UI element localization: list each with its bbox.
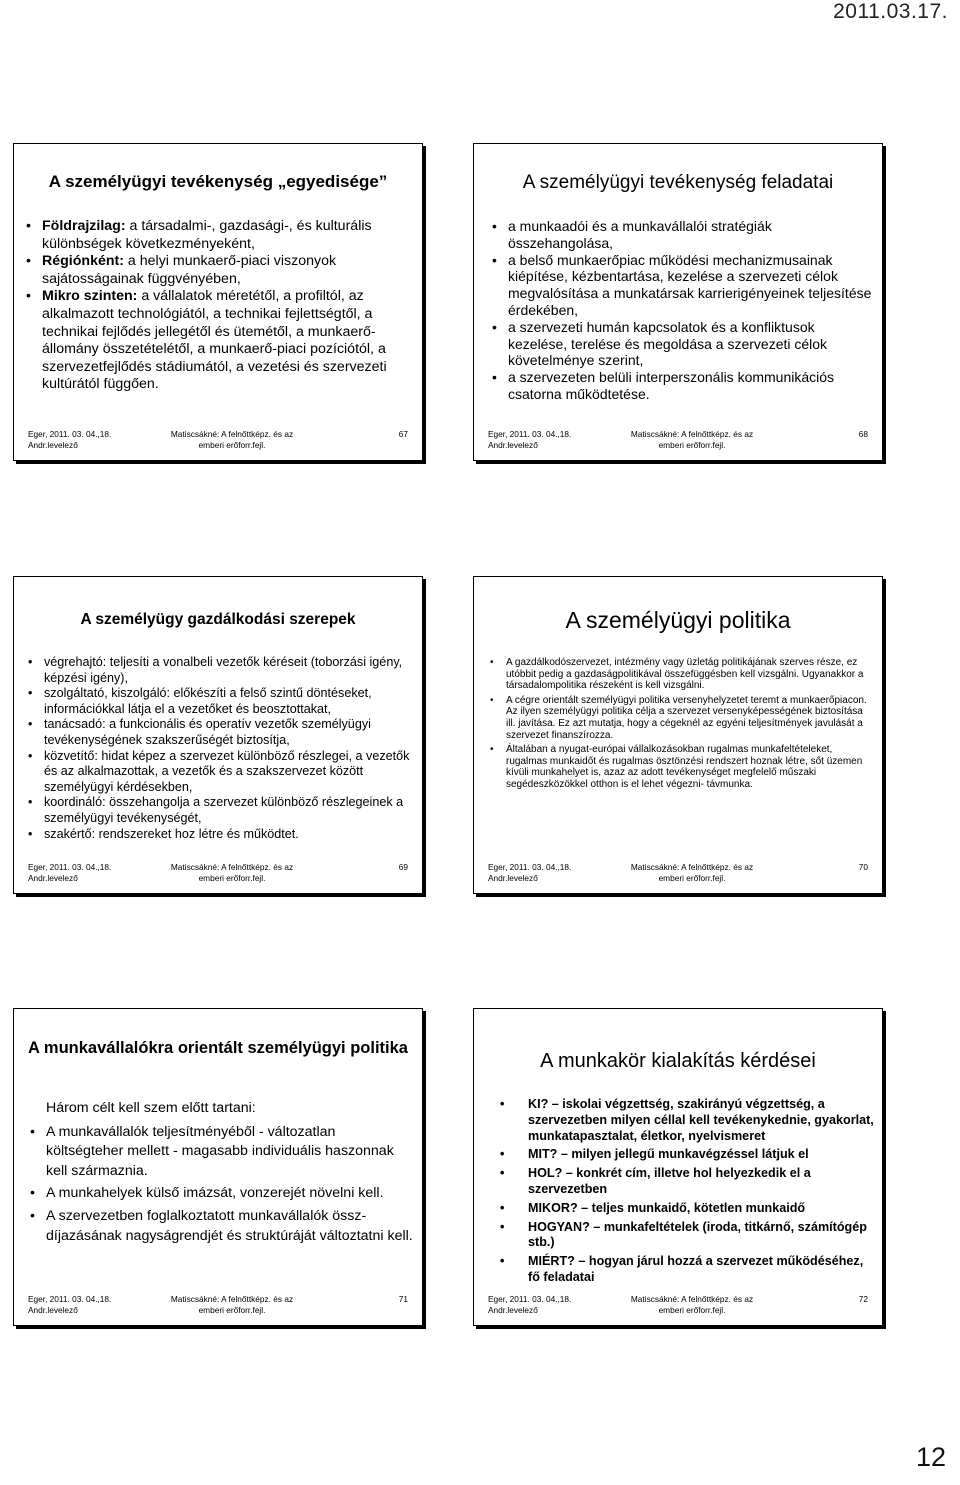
item-lead: Régiónként: [42,253,124,270]
bullet-icon: • [490,744,494,756]
slide-title: A személyügyi tevékenység feladatai [522,172,834,193]
slide-footer [28,862,412,886]
slide-title: A személyügy gazdálkodási szerepek [80,611,356,628]
slide-footer [28,1294,412,1318]
list-item: • A gazdálkodószervezet, intézmény vagy üzletág politikájának szerves része, ez utóbbit pedig a gazdaságpolitikával összefüggésben kell vizsgálni. Ugyanakkor a társadalompolitika részeként is kell vizsgálni. [490,657,864,692]
page-number: 12 [915,1442,946,1472]
slide-number: 72 [858,1294,868,1304]
bullet-icon: • [490,694,494,706]
slide-number: 67 [398,429,408,439]
footer-location: Eger, 2011. 03. 04.,18. Andr.levelező [28,1294,112,1315]
bullet-icon: • [30,1185,35,1202]
list-item: • A cégre orientált személyügyi politika versenyhelyzetet teremt a munkaerőpiacon. Az ilyen személyügyi politika célja a szervezet versenyképességének biztosítása ill. javítása. Ez azt mutatja, hogy a cégeknél az egyéni teljesítmények javulását a szervezet finanszírozza. [490,694,867,741]
bullet-icon: • [500,1097,505,1111]
page-date: 2011.03.17. [833,0,948,23]
slide-title: A személyügyi politika [565,607,791,633]
slide-body [24,218,414,394]
bullet-icon: • [500,1219,505,1234]
slide-69 [13,576,423,894]
intro-text: Három célt kell szem előtt tartani: [46,1100,256,1116]
slide-body [498,1097,874,1286]
slide-body [490,218,874,403]
slide-number: 69 [398,862,408,872]
slide-title: A munkakör kialakítás kérdései [540,1050,816,1072]
footer-location: Eger, 2011. 03. 04.,18. Andr.levelező [28,429,112,450]
bullet-icon: • [490,657,494,668]
bullet-icon: • [500,1254,505,1269]
list-item [24,288,414,394]
slide-68 [473,143,883,461]
bullet-icon: • [26,253,31,270]
slide-title: A személyügyi tevékenység „egyedisége” [48,172,388,191]
bullet-icon: • [492,218,497,234]
slide-70 [473,576,883,894]
item-text: a helyi munkaerő-piaci viszonyok sajátosságainak függvényében, [42,253,337,287]
slide-71 [13,1008,423,1326]
bullet-icon: • [492,251,497,268]
bullet-list [24,218,414,394]
footer-author: Matiscsákné: A felnőttképz. és az emberi erőforr.fejl. [630,862,754,883]
list-item: • A szervezetben foglalkoztatott munkavállalók össz-díjazásának nagyságrendjét és struktúráját változtatni kell. [30,1207,413,1244]
list-item: • koordináló: összehangolja a szervezet különböző részlegeinek a személyügyi tevékenységét, [28,795,404,825]
footer-location: Eger, 2011. 03. 04.,18. Andr.levelező [28,862,112,883]
list-item: • tanácsadó: a funkcionális és operatív vezetők személyügyi tevékenységének szakszerűségét biztosítja, [28,717,371,747]
slide-body [28,1099,414,1246]
bullet-icon: • [28,748,33,763]
slide-number: 70 [858,862,868,872]
list-item: • a munkaadói és a munkavállalói stratégiák összehangolása, [492,218,772,251]
list-item: • MIKOR? – teljes munkaidő, kötetlen munkaidő [500,1200,806,1215]
slide-footer [488,429,872,453]
bullet-icon: • [28,686,33,701]
bullet-icon: • [500,1200,505,1215]
list-item: • HOL? – konkrét cím, illetve hol helyezkedik el a szervezetben [500,1166,811,1196]
bullet-icon: • [28,826,33,841]
bullet-icon: • [30,1207,35,1224]
footer-author: Matiscsákné: A felnőttképz. és az emberi erőforr.fejl. [170,429,294,450]
bullet-icon: • [500,1166,505,1181]
bullet-icon: • [500,1147,505,1162]
list-item: • HOGYAN? – munkafeltételek (iroda, titkárnő, számítógép stb.) [500,1219,867,1250]
list-item: • A munkahelyek külső imázsát, vonzerejét növelni kell. [28,1184,414,1204]
bullet-icon: • [492,318,497,335]
footer-author: Matiscsákné: A felnőttképz. és az emberi erőforr.fejl. [630,1294,754,1315]
bullet-list [28,1123,414,1247]
list-item: • A munkavállalók teljesítményéből - változatlan költségteher mellett - magasabb individuális haszonnak kell származnia. [30,1123,394,1179]
item-lead: Mikro szinten: [42,288,138,305]
bullet-list [490,218,874,403]
list-item: • végrehajtó: teljesíti a vonalbeli vezetők kéréseit (toborzási igény, képzési igény), [28,655,403,685]
footer-author: Matiscsákné: A felnőttképz. és az emberi erőforr.fejl. [170,1294,294,1315]
list-item: • Általában a nyugat-európai vállalkozásokban rugalmas munkafeltételeket, rugalmas munkaidőt és rugalmas ösztönzési rendszert hoznak létre, sőt üzemen kívüli munkahelyet is, azaz az adott tevékenységet megfelelő műszaki segédeszközökkel otthon is el lehet végezni- távmunka. [490,744,863,790]
bullet-icon: • [26,218,31,234]
bullet-icon: • [28,795,33,810]
item-text: a vállalatok méretétől, a profiltól, az alkalmazott technológiától, a technikai fejlettségtől, a technikai fejlődés jellegétől és ütemétől, a munkaerő-állomány összetételétől, a munkaerő-piaci pozíciótól, a szervezetfejlődés stádiumától, a vezetési és szervezeti kultúrától függően. [42,288,387,393]
list-item: • szakértő: rendszereket hoz létre és működtet. [28,826,299,841]
footer-location: Eger, 2011. 03. 04.,18. Andr.levelező [488,429,572,450]
bullet-list [498,1097,874,1286]
list-item: • a szervezeten belüli interperszonális kommunikációs csatorna működtetése. [492,369,835,402]
footer-author: Matiscsákné: A felnőttképz. és az emberi erőforr.fejl. [170,862,294,883]
list-item [24,218,414,253]
bullet-list [26,655,414,842]
bullet-icon: • [28,655,33,669]
list-item: • KI? – iskolai végzettség, szakirányú végzettség, a szervezetben milyen céllal kell tevékenykednie, gyakorlat, munkatapasztalat, életkor, nyelvismeret [500,1097,874,1143]
list-item: • MIT? – milyen jellegű munkavégzéssel látjuk el [500,1147,809,1162]
slide-body [488,657,874,791]
list-item: • MIÉRT? – hogyan járul hozzá a szervezet működéséhez, fő feladatai [500,1254,864,1284]
slide-body [26,655,414,842]
footer-location: Eger, 2011. 03. 04.,18. Andr.levelező [488,1294,572,1315]
item-lead: Földrajzilag: [42,218,126,234]
footer-location: Eger, 2011. 03. 04.,18. Andr.levelező [488,862,572,883]
slide-67 [13,143,423,461]
slide-footer [28,429,412,453]
footer-author: Matiscsákné: A felnőttképz. és az emberi erőforr.fejl. [630,429,754,450]
list-item [24,253,414,288]
slide-number: 71 [398,1294,408,1304]
slide-footer [488,1294,872,1318]
list-item: • szolgáltató, kiszolgáló: előkészíti a felső szintű döntéseket, információkkal látja el a vezetőket és beosztottakat, [28,686,372,716]
list-item: • a belső munkaerőpiac működési mechanizmusainak kiépítése, kézbentartása, kezelése a szervezeti célok megvalósítása a munkatársak karrierigényeinek teljesítése érdekében, [492,251,872,318]
slide-footer [488,862,872,886]
slide-title: A munkavállalókra orientált személyügyi politika [28,1039,408,1057]
bullet-list [488,657,874,791]
item-text: a társadalmi-, gazdasági-, és kulturális különbségek következményeként, [42,218,372,252]
bullet-icon: • [492,369,497,386]
bullet-icon: • [26,288,31,305]
bullet-icon: • [28,717,33,732]
list-item: • közvetítő: hidat képez a szervezet különböző részlegei, a vezetők és az alkalmazottak, a vezetők és a szakszervezet között személyügyi kérdésekben, [28,748,410,794]
slide-number: 68 [858,429,868,439]
list-item: • a szervezeti humán kapcsolatok és a konfliktusok kezelése, terelése és megoldása a szervezeti célok követelménye szerint, [492,318,828,369]
slide-72 [473,1008,883,1326]
bullet-icon: • [30,1123,35,1140]
